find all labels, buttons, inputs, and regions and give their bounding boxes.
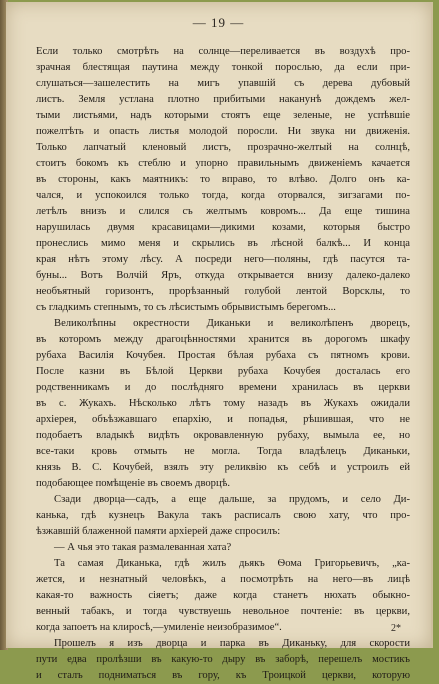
text-line: края нѣтъ этому лѣсу. А посреди него—поляны, гдѣ пасутся та- [36,254,410,265]
text-line: подобающее помѣщеніе въ своемъ дворцѣ. [36,478,231,489]
text-line: когда запоетъ на клиросѣ,—умиленіе неизобразимое“. [36,622,282,633]
text-line: Прошелъ я изъ дворца и парка въ Диканьку, для скорости [54,638,410,649]
text-line: канька, гдѣ кузнецъ Вакула такъ расписалъ свою хату, что про- [36,510,410,521]
text-line: пожелтѣть и опасть листья молодой поросли. Ни звука ни движенія. [36,126,410,137]
text-line: рубаха Василія Кочубея. Простая бѣлая рубаха съ пятномъ крови. [36,350,410,361]
page-body-text [36,44,410,684]
page-number: — 19 — [192,15,245,30]
text-line: Та самая Диканька, гдѣ жилъ дьякъ Ѳома Григорьевичъ, „ка- [54,558,410,569]
text-line: жется, и незнатный человѣкъ, а посмотрѣть на него—въ лицѣ [36,574,410,585]
text-line: тыми листьями, надъ которыми стоятъ еще зеленые, не успѣвшіе [36,110,410,121]
text-line: какая-то важность сіяетъ; даже когда станетъ нюхать обыкно- [36,590,410,601]
text-line: слушаться—зашелестить на мигъ упавшій съ дерева дубовый [36,78,410,89]
text-line: съ гладкимъ степнымъ, то съ лѣсистымъ обрывистымъ берегомъ... [36,302,336,313]
text-line: въ которомъ между драгоцѣнностями хранится въ дорогомъ шкафу [36,334,410,345]
text-line: все-таки кровь отмыть не могла. Тогда владѣлецъ Диканьки, [36,446,410,457]
text-line: и сталъ подниматься въ гору, къ Троицкой церкви, которую [36,670,410,681]
text-line: летѣлъ внизъ и слился съ желтымъ ковромъ... Да еще тишина [36,206,410,217]
text-line: буны... Вотъ Волчій Яръ, откуда открывается внизу далеко-далеко [36,270,410,281]
text-line: Если только смотрѣть на солнце—переливается въ воздухѣ про- [36,46,410,57]
text-line: Сзади дворца—садъ, а еще дальше, за прудомъ, и село Ди- [54,494,410,505]
text-line: въ с. Жукахъ. Нѣсколько лѣтъ тому назадъ въ Жукахъ ожидали [36,398,410,409]
text-line: Великолѣпны окрестности Диканьки и великолѣпенъ дворецъ, [54,318,410,329]
text-line: нарушилась двумя красавицами—дикими козами, которыя быстро [36,222,410,233]
text-line: венный табакъ, и тогда чувствуешь невольное почтеніе: въ церкви, [36,606,410,617]
text-line: пути едва пролѣзши въ какую-то дыру въ заборѣ, перешелъ мостикъ [36,654,410,665]
book-page [6,2,433,681]
text-line: подобаетъ владыкѣ видѣть окровавленную рубаху, вымыла ее, но [36,430,410,441]
text-line: архіерея, объѣзжавшаго епархію, и попадья, рѣшившая, что не [36,414,410,425]
text-line: листъ. Земля устлана плотно прибитыми наканунѣ дождемъ жел- [36,94,410,105]
text-line: стоитъ бокомъ къ стеблю и упорно правильнымъ движеніемъ качается [36,158,410,169]
text-line: ѣзжавшій блаженной памяти архіерей даже спросилъ: [36,526,281,537]
text-line: — А чья это такая размалеванная хата? [54,542,232,553]
text-line: въ стороны, какъ маятникъ: то вправо, то влѣво. Долго онъ ка- [36,174,410,185]
text-line: князь В. С. Кочубей, взялъ эту реликвію къ себѣ и устроилъ ей [36,462,410,473]
text-line: пронеслись мимо меня и скрылись въ лѣсной балкѣ... И конца [36,238,410,249]
text-line: родственникамъ и до послѣдняго времени хранилась въ церкви [36,382,410,393]
text-line: После казни въ Бѣлой Церкви рубаха Кочубея досталась его [36,366,410,377]
text-line: зрачная блестящая паутина между тонкой порослью, да если при- [36,62,410,73]
text-line: необъятный горизонтъ, прорѣзанный голубой лентой Ворсклы, то [36,286,410,297]
text-line: Только лапчатый кленовый листъ, прозрачно-желтый на солнцѣ, [36,142,410,153]
text-line: чался, и успокоился только тогда, когда оторвался, зигзагами по- [36,190,410,201]
printer-signature-mark: 2* [391,623,401,634]
